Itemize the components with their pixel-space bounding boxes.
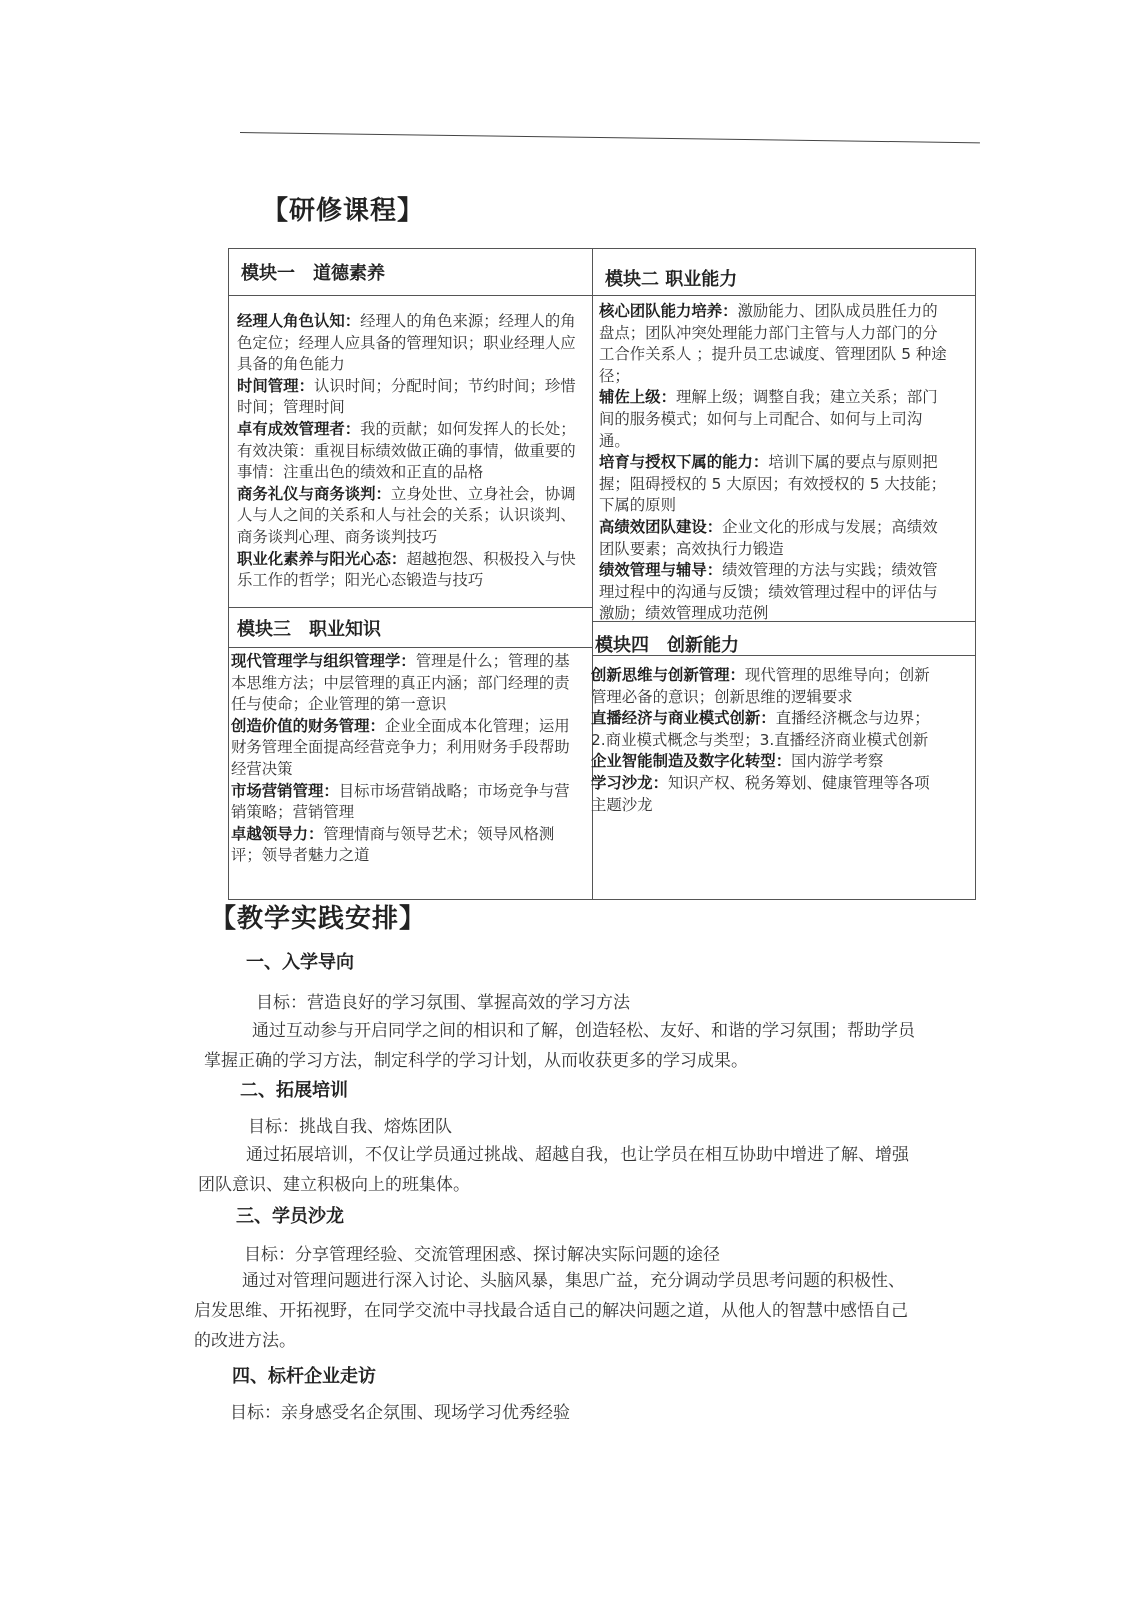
course-item xyxy=(591,665,941,708)
course-item xyxy=(599,452,949,517)
practice-2-title: 二、拓展培训 xyxy=(240,1080,348,1101)
practice-3-body: 通过对管理问题进行深入讨论、头脑风暴，集思广益，充分调动学员思考问题的积极性、启发思维、开拓视野，在同学交流中寻找最合适自己的解决问题之道，从他人的智慧中感悟自己的改进方法。 xyxy=(194,1271,908,1351)
practice-4-goal: 目标：亲身感受名企氛围、现场学习优秀经验 xyxy=(230,1403,570,1423)
course-item-term: 卓有成效管理者： xyxy=(237,419,361,438)
practice-1-goal: 目标：营造良好的学习氛围、掌握高效的学习方法 xyxy=(256,993,630,1013)
practice-4-title: 四、标杆企业走访 xyxy=(232,1366,376,1387)
course-item-text: 管理情商与领导艺术；领导风格测评；领导者魅力之道 xyxy=(231,824,555,865)
course-item-term: 高绩效团队建设： xyxy=(599,517,723,536)
course-item xyxy=(237,484,585,549)
course-item xyxy=(231,781,579,824)
course-item-text: 企业全面成本化管理；运用财务管理全面提高经营竞争力；利用财务手段帮助经营决策 xyxy=(231,716,570,778)
course-item-text: 认识时间；分配时间；节约时间；珍惜时间；管理时间 xyxy=(237,376,576,417)
table-row-divider xyxy=(229,647,592,648)
course-item-text: 经理人的角色来源；经理人的角色定位；经理人应具备的管理知识；职业经理人应具备的角色能力 xyxy=(237,312,576,374)
course-item-term: 创造价值的财务管理： xyxy=(231,716,385,735)
course-item-term: 核心团队能力培养： xyxy=(599,302,738,320)
course-item-term: 培育与授权下属的能力： xyxy=(599,453,769,472)
course-item xyxy=(591,751,941,773)
course-item-term: 职业化素养与阳光心态： xyxy=(237,549,407,568)
practice-1-title: 一、入学导向 xyxy=(246,952,354,973)
course-item-term: 市场营销管理： xyxy=(231,781,339,800)
course-item-text: 我的贡献；如何发挥人的长处；有效决策：重视目标绩效做正确的事情，做重要的事情：注重出色的绩效和正直的品格 xyxy=(237,419,576,482)
course-item-term: 直播经济与商业模式创新： xyxy=(591,709,776,728)
course-item xyxy=(599,387,949,452)
course-item xyxy=(231,651,579,716)
course-item-term: 企业智能制造及数字化转型： xyxy=(591,752,792,771)
section-heading-practice: 【教学实践安排】 xyxy=(210,904,427,934)
course-item-term: 辅佐上级： xyxy=(599,388,676,407)
course-item-text: 培训下属的要点与原则把握；阻碍授权的 5 大原因；有效授权的 5 大技能；下属的原则 xyxy=(599,453,946,515)
module-2-title: 模块二 职业能力 xyxy=(605,269,738,290)
module-4-content xyxy=(591,665,941,816)
course-item-text: 国内游学考察 xyxy=(791,752,884,771)
module-1-title: 模块一 道德素养 xyxy=(241,263,385,284)
course-item-text: 激励能力、团队成员胜任力的盘点；团队冲突处理能力部门主管与人力部门的分工合作关系人 ；提升员工忠诚度、管理团队 5 种途径； xyxy=(599,302,947,385)
course-item-term: 卓越领导力： xyxy=(231,824,324,843)
table-row-divider xyxy=(229,295,592,296)
course-item xyxy=(237,419,585,484)
table-row-divider xyxy=(229,607,592,608)
course-item xyxy=(599,560,949,625)
course-item-text: 绩效管理的方法与实践；绩效管理过程中的沟通与反馈；绩效管理过程中的评估与激励；绩效管理成功范例 xyxy=(599,561,938,623)
course-item xyxy=(231,716,579,781)
course-item xyxy=(237,549,585,592)
course-item-term: 商务礼仪与商务谈判： xyxy=(237,484,391,503)
practice-2-body: 通过拓展培训，不仅让学员通过挑战、超越自我，也让学员在相互协助中增进了解、增强团队意识、建立积极向上的班集体。 xyxy=(198,1145,909,1195)
module-1-content xyxy=(237,311,585,592)
course-table xyxy=(228,248,976,900)
course-item-text: 管理是什么；管理的基本思维方法；中层管理的真正内涵；部门经理的责任与使命；企业管理的第一意识 xyxy=(231,652,570,714)
module-4-title: 模块四 创新能力 xyxy=(595,635,739,656)
course-item-text: 现代管理的思维导向；创新管理必备的意识；创新思维的逻辑要求 xyxy=(591,666,930,706)
course-item-text: 直播经济概念与边界；2.商业模式概念与类型；3.直播经济商业模式创新 xyxy=(591,709,930,749)
practice-3-goal: 目标：分享管理经验、交流管理困惑、探讨解决实际问题的途径 xyxy=(244,1245,720,1265)
module-3-content xyxy=(231,651,579,867)
course-item-term: 绩效管理与辅导： xyxy=(599,561,723,580)
course-item xyxy=(591,773,941,816)
course-item-text: 知识产权、税务筹划、健康管理等各项主题沙龙 xyxy=(591,773,930,814)
course-item-term: 时间管理： xyxy=(237,376,314,395)
practice-3-title: 三、学员沙龙 xyxy=(236,1206,344,1227)
course-item-text: 超越抱怨、积极投入与快乐工作的哲学；阳光心态锻造与技巧 xyxy=(237,549,576,590)
course-item-term: 创新思维与创新管理： xyxy=(591,666,745,684)
course-item-text: 理解上级；调整自我；建立关系；部门间的服务模式；如何与上司配合、如何与上司沟通。 xyxy=(599,388,938,450)
course-item xyxy=(591,708,941,751)
table-row-divider xyxy=(592,295,975,296)
course-item-term: 学习沙龙： xyxy=(591,773,668,792)
module-3-title: 模块三 职业知识 xyxy=(237,619,381,640)
course-item-text: 立身处世、立身社会，协调人与人之间的关系和人与社会的关系；认识谈判、商务谈判心理、商务谈判技巧 xyxy=(237,484,576,546)
practice-2-goal: 目标：挑战自我、熔炼团队 xyxy=(248,1117,452,1137)
course-item-text: 企业文化的形成与发展；高绩效团队要素；高效执行力锻造 xyxy=(599,517,938,558)
course-item xyxy=(599,517,949,560)
course-item-term: 经理人角色认知： xyxy=(237,312,361,330)
module-2-content xyxy=(599,301,949,625)
header-divider xyxy=(240,132,980,143)
course-item xyxy=(237,376,585,419)
section-heading-course: 【研修课程】 xyxy=(262,196,425,226)
course-item xyxy=(237,311,585,376)
practice-1-body: 通过互动参与开启同学之间的相识和了解，创造轻松、友好、和谐的学习氛围；帮助学员掌握正确的学习方法，制定科学的学习计划，从而收获更多的学习成果。 xyxy=(204,1021,915,1071)
course-item-term: 现代管理学与组织管理学： xyxy=(231,652,416,670)
course-item xyxy=(231,824,579,867)
course-item xyxy=(599,301,949,387)
course-item-text: 目标市场营销战略；市场竞争与营销策略；营销管理 xyxy=(231,781,570,822)
